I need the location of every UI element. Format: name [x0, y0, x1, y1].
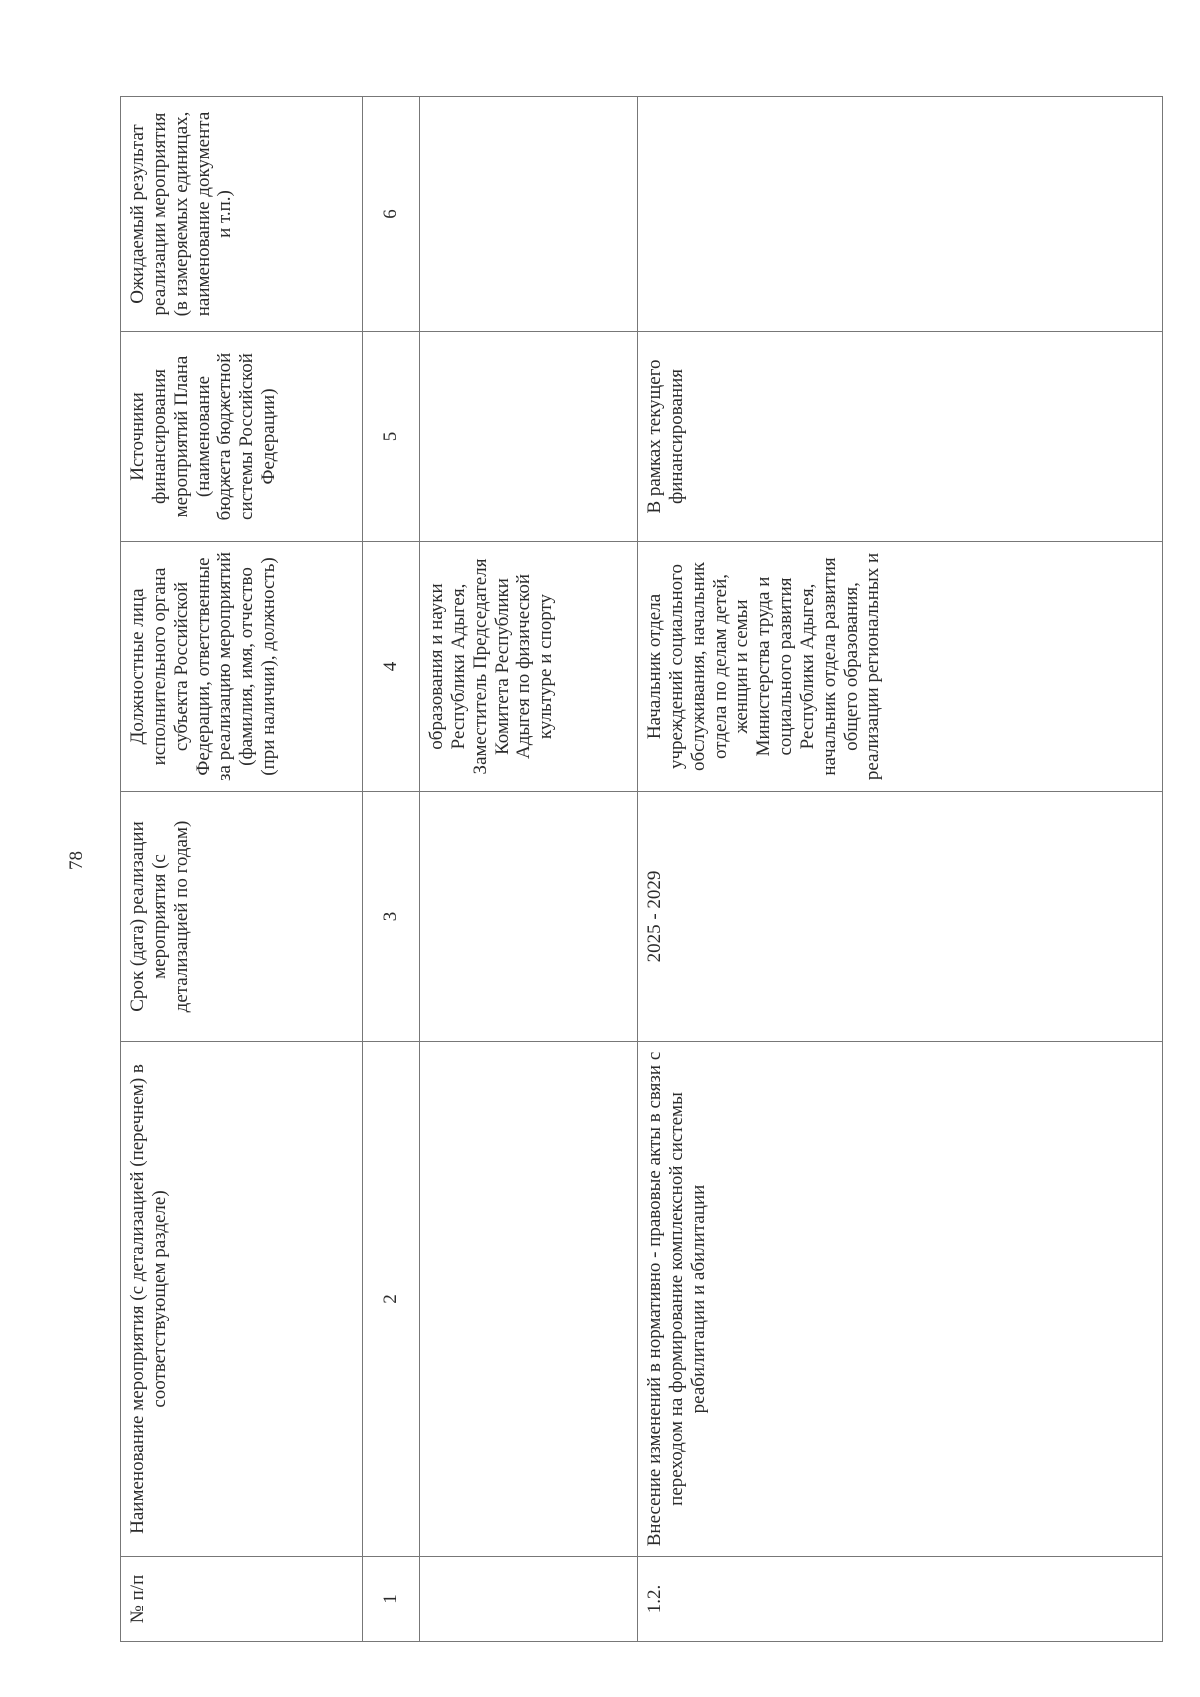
row-responsible: Начальник отдела учреждений социального обслуживания, начальник отдела по делам детей, женщин и семьи Министерства труда и социального развития Республики Адыгея, начальник отдела развития общего образования, реализации региональных и: [638, 542, 1163, 792]
page-number: 78: [66, 851, 87, 870]
continuation-period-cell: [420, 792, 638, 1042]
row-name: Внесение изменений в нормативно - правовые акты в связи с переходом на формирование комплексной системы реабилитации и абилитации: [638, 1042, 1163, 1557]
header-responsible: Должностные лица исполнительного органа субъекта Российской Федерации, ответственные за реализацию мероприятий (фамилия, имя, отчество (при наличии), должность): [121, 542, 363, 792]
row-number: 1.2.: [638, 1557, 1163, 1642]
column-numbers-row: [363, 97, 420, 1642]
rotated-table-sheet: [120, 97, 1145, 1642]
continuation-row: [420, 97, 638, 1642]
continuation-number-cell: [420, 1557, 638, 1642]
column-number: 6: [363, 97, 420, 332]
column-number: 1: [363, 1557, 420, 1642]
table-row: [638, 97, 1163, 1642]
header-result: Ожидаемый результат реализации мероприятия (в измеряемых единицах, наименование документа и т.п.): [121, 97, 363, 332]
continuation-responsible-cell: образования и науки Республики Адыгея, Заместитель Председателя Комитета Республики Адыгея по физической культуре и спорту: [420, 542, 638, 792]
column-number: 4: [363, 542, 420, 792]
column-number: 5: [363, 332, 420, 542]
header-row: [121, 97, 363, 1642]
header-funding: Источники финансирования мероприятий Плана (наименование бюджета бюджетной системы Российской Федерации): [121, 332, 363, 542]
row-period: 2025 - 2029: [638, 792, 1163, 1042]
column-number: 2: [363, 1042, 420, 1557]
header-number: № п/п: [121, 1557, 363, 1642]
row-result: [638, 97, 1163, 332]
row-funding: В рамках текущего финансирования: [638, 332, 1163, 542]
header-name: Наименование мероприятия (с детализацией (перечнем) в соответствующем разделе): [121, 1042, 363, 1557]
header-period: Срок (дата) реализации мероприятия (с детализацией по годам): [121, 792, 363, 1042]
continuation-name-cell: [420, 1042, 638, 1557]
continuation-result-cell: [420, 97, 638, 332]
continuation-funding-cell: [420, 332, 638, 542]
action-plan-table: [120, 96, 1163, 1642]
column-number: 3: [363, 792, 420, 1042]
